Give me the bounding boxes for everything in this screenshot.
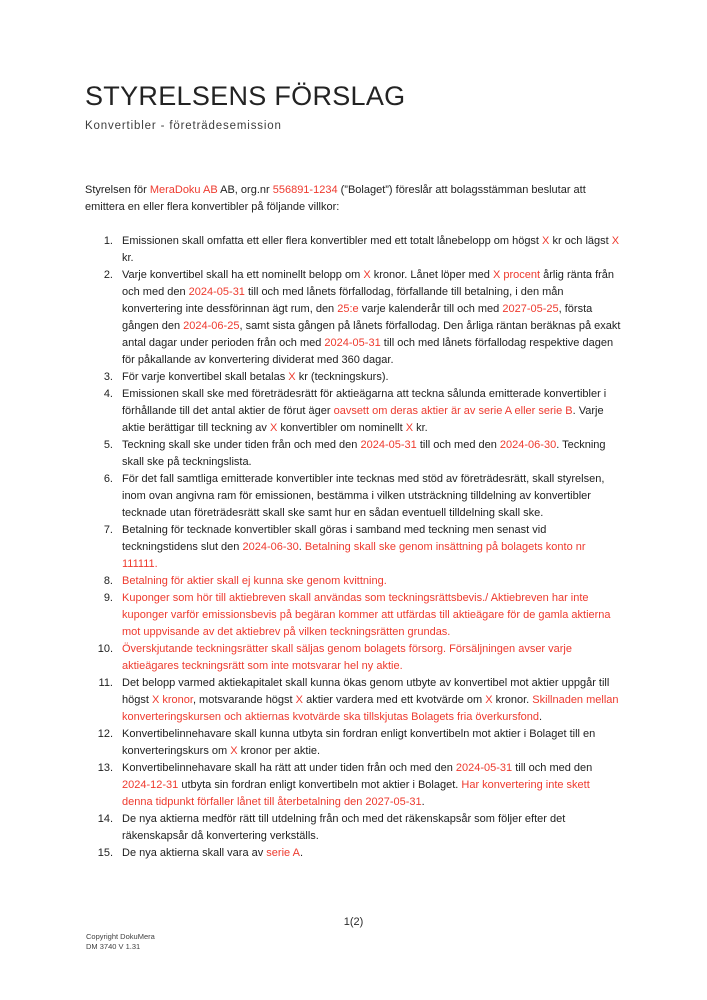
body-text: utbyta sin fordran enligt konvertibeln mot aktier i Bolaget. [178, 778, 462, 791]
fill-in-text: X [405, 421, 414, 434]
body-text: Det belopp varmed aktiekapitalet skall kunna ökas genom utbyte av konvertibel mot aktier uppgår till högst [122, 676, 610, 706]
fill-in-text: 2024-06-30 [499, 438, 557, 451]
term-item [85, 675, 623, 726]
copyright-line: Copyright DokuMera [86, 932, 155, 941]
term-item-number: 3. [103, 370, 113, 383]
term-item-number: 13. [97, 761, 113, 774]
copyright-block [86, 932, 155, 952]
fill-in-text: MeraDoku AB [149, 183, 218, 196]
term-item-number: 8. [103, 574, 113, 587]
body-text: För det fall samtliga emitterade konvertibler inte tecknas med stöd av företrädesrätt, skall styrelsen, inom ovan angivna ram för emissionen, bestämma i vilken utsträckning tilldelning av konvertibler tecknade utan företrädesrätt skall ske samt hur en sådan eventuell tilldelning skall ske. [122, 472, 605, 519]
body-text: För varje konvertibel skall betalas [122, 370, 289, 383]
body-text: Teckning skall ske under tiden från och med den [122, 438, 361, 451]
term-item-number: 11. [98, 676, 113, 689]
term-item-number: 5. [103, 438, 113, 451]
intro-paragraph [85, 182, 623, 216]
body-text: Emissionen skall ske med företrädesrätt för aktieägarna att teckna sålunda emitterade konvertibler i förhållande till det antal aktier de förut äger [122, 387, 607, 417]
body-text: . [298, 540, 305, 553]
body-text: kr (teckningskurs). [295, 370, 389, 383]
fill-in-text: oavsett om deras aktier är av serie A eller serie B [333, 404, 573, 417]
term-item [85, 386, 623, 437]
fill-in-text: Har konvertering inte skett denna tidpunkt förfaller lånet till återbetalning den 2027-05-31 [122, 778, 590, 808]
fill-in-text: X [363, 268, 371, 281]
fill-in-text: serie A [266, 846, 300, 859]
term-item [85, 369, 623, 386]
body-text: kr. [413, 421, 428, 434]
fill-in-text: X [542, 234, 550, 247]
body-text: De nya aktierna skall vara av [122, 846, 267, 859]
body-text: Emissionen skall omfatta ett eller flera konvertibler med ett totalt lånebelopp om högst [122, 234, 543, 247]
term-item [85, 233, 623, 267]
fill-in-text: Skillnaden mellan konverteringskursen och aktiernas kvotvärde ska tillskjutas Bolagets fria överkursfond [122, 693, 619, 723]
body-text: till och med lånets förfallodag, förfallande till betalning, i den mån konvertering inte dessförinnan ägt rum, den [122, 285, 564, 315]
body-text: . [538, 710, 543, 723]
term-item [85, 845, 623, 862]
body-text: konvertibler om nominellt [277, 421, 406, 434]
term-item-number: 7. [103, 523, 113, 536]
body-text: , första gången den [122, 302, 593, 332]
term-item-number: 2. [103, 268, 113, 281]
body-text: aktier vardera med ett kvotvärde om [303, 693, 486, 706]
term-item [85, 760, 623, 811]
term-item-number: 9. [103, 591, 113, 604]
fill-in-text: 2024-05-31 [188, 285, 245, 298]
term-item [85, 811, 623, 845]
body-text: , motsvarande högst [192, 693, 296, 706]
body-text: Styrelsen för [85, 183, 150, 196]
fill-in-text: X [611, 234, 620, 247]
fill-in-text: 2024-05-31 [455, 761, 513, 774]
body-text: årlig ränta från och med den [122, 268, 615, 298]
term-item-number: 1. [103, 234, 113, 247]
fill-in-text: 2024-06-25 [183, 319, 240, 332]
term-item-number: 12. [97, 727, 113, 740]
fill-in-text: Betalning för aktier skall ej kunna ske genom kvittning. [122, 574, 387, 587]
document-title: STYRELSENS FÖRSLAG [85, 81, 406, 111]
term-item-number: 6. [103, 472, 113, 485]
body-text: AB, org.nr [217, 183, 273, 196]
document-version: DM 3740 V 1.31 [86, 942, 141, 951]
body-text: Konvertibelinnehavare skall ha rätt att under tiden från och med den [122, 761, 456, 774]
fill-in-text: 556891-1234 [272, 183, 338, 196]
fill-in-text: X kronor [151, 693, 193, 706]
term-item [85, 522, 623, 573]
document-subtitle: Konvertibler - företrädesemission [85, 119, 282, 132]
page-number: 1(2) [343, 916, 364, 928]
body-text: . Teckning skall ske på teckningslista. [122, 438, 606, 468]
fill-in-text: Överskjutande teckningsrätter skall säljas genom bolagets försorg. Försäljningen avser varje aktieägares teckningsrätt som inte motsvarar hel ny aktie. [122, 642, 572, 672]
fill-in-text: 2024-05-31 [324, 336, 381, 349]
fill-in-text: 2024-06-30 [242, 540, 299, 553]
body-text: kronor. Lånet löper med [370, 268, 493, 281]
fill-in-text: 2024-12-31 [122, 778, 179, 791]
fill-in-text: Kuponger som hör till aktiebreven skall användas som teckningsrättsbevis./ Aktiebreven har inte kuponger varför emissionsbevis på begäran kommer att utfärdas till aktieägare för de gamla aktierna mot uppvisande av det aktiebrev på vilken teckningsrätten grundas. [122, 591, 611, 638]
body-text: kr. [122, 251, 134, 264]
fill-in-text: X procent [492, 268, 541, 281]
fill-in-text: X [230, 744, 238, 757]
term-item [85, 726, 623, 760]
fill-in-text: Betalning skall ske genom insättning på bolagets konto nr 111111. [122, 540, 586, 570]
fill-in-text: 2024-05-31 [360, 438, 417, 451]
fill-in-text: X [295, 693, 304, 706]
term-item [85, 573, 623, 590]
term-item-number: 15. [97, 846, 113, 859]
body-text: kr och lägst [549, 234, 612, 247]
fill-in-text: X [288, 370, 296, 383]
body-text: . [299, 846, 303, 859]
body-text: Betalning för tecknade konvertibler skall göras i samband med teckning men senast vid teckningstidens slut den [122, 523, 547, 553]
term-item [85, 471, 623, 522]
fill-in-text: X [485, 693, 493, 706]
body-text: till och med lånets förfallodag respektive dagen för påkallande av konvertering dividerat med 360 dagar. [122, 336, 614, 366]
term-item [85, 590, 623, 641]
body-text: till och med den [416, 438, 500, 451]
body-text: Varje konvertibel skall ha ett nominellt belopp om [122, 268, 364, 281]
fill-in-text: 2027-05-25 [502, 302, 559, 315]
body-text: Konvertibelinnehavare skall kunna utbyta sin fordran enligt konvertibeln mot aktier i Bolaget till en konverteringskurs om [122, 727, 596, 757]
body-text: (”Bolaget”) föreslår att bolagsstämman beslutar att emittera en eller flera konvertibler på följande villkor: [85, 183, 586, 213]
body-text: kronor. [492, 693, 533, 706]
fill-in-text: X [269, 421, 278, 434]
term-item-number: 4. [103, 387, 113, 400]
body-text: . Varje aktie berättigar till teckning av [122, 404, 604, 434]
fill-in-text: 25:e [337, 302, 359, 315]
body-text: De nya aktierna medför rätt till utdelning från och med det räkenskapsår som följer efter det räkenskapsår då konvertering verkställs. [122, 812, 566, 842]
terms-list [85, 233, 623, 862]
body-text: varje kalenderår till och med [358, 302, 503, 315]
document-content [85, 82, 623, 862]
term-item [85, 437, 623, 471]
term-item [85, 267, 623, 369]
term-item-number: 10. [97, 642, 113, 655]
body-text: . [421, 795, 425, 808]
body-text: till och med den [512, 761, 593, 774]
body-text: kronor per aktie. [237, 744, 321, 757]
body-text: , samt sista gången på lånets förfallodag. Den årliga räntan beräknas på exakt antal dagar under perioden från och med [122, 319, 621, 349]
term-item [85, 641, 623, 675]
term-item-number: 14. [97, 812, 113, 825]
